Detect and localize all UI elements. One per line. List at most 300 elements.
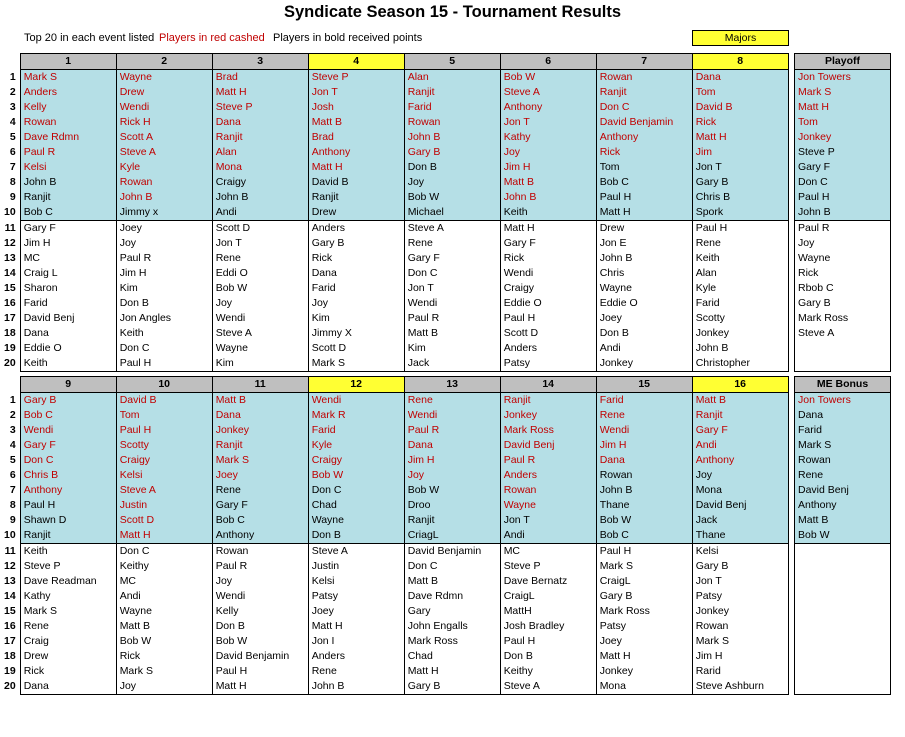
player-cell: Don B [212,619,308,634]
rank-label: 7 [4,483,20,498]
table-row [4,453,788,468]
player-cell: David Benj [692,498,788,513]
event-header: 4 [308,54,404,70]
event-header: 3 [212,54,308,70]
player-cell: Alan [212,145,308,160]
player-cell: Steve A [308,544,404,560]
player-cell: Dana [20,679,116,695]
player-cell: Paul R [404,423,500,438]
table-row [4,85,788,100]
player-cell: Thane [596,498,692,513]
player-cell: Gary [404,604,500,619]
event-header: 12 [308,377,404,393]
table-row [4,544,788,560]
player-cell: Anders [308,221,404,237]
player-cell: Ranjit [404,513,500,528]
player-cell: Scotty [116,438,212,453]
player-cell: Wendi [308,393,404,409]
table-row [795,468,891,483]
rank-label: 1 [4,393,20,409]
player-cell: David Benjamin [404,544,500,560]
table-row [795,190,891,205]
player-cell: Bob W [596,513,692,528]
player-cell: Dave Readman [20,574,116,589]
table-row [4,589,788,604]
player-cell: Drew [596,221,692,237]
player-cell: Kathy [20,589,116,604]
player-cell: John B [308,679,404,695]
player-cell: Jon Towers [795,393,891,409]
player-cell: Chad [308,498,404,513]
player-cell: Ranjit [596,85,692,100]
player-cell: Don C [596,100,692,115]
player-cell: Scott D [500,326,596,341]
table-row [4,408,788,423]
player-cell: Paul R [20,145,116,160]
player-cell: David B [116,393,212,409]
rank-label: 18 [4,649,20,664]
player-cell: Mona [692,483,788,498]
player-cell: Gary F [500,236,596,251]
player-cell: Dana [308,266,404,281]
player-cell: Paul H [500,634,596,649]
player-cell: Joy [500,145,596,160]
table-row [795,528,891,544]
player-cell: Keith [116,326,212,341]
table-row [4,483,788,498]
page-title: Syndicate Season 15 - Tournament Results [283,3,622,21]
player-cell: Christopher [692,356,788,372]
player-cell: Matt H [404,664,500,679]
table-row [4,513,788,528]
player-cell: Paul H [116,423,212,438]
player-cell: MC [20,251,116,266]
player-cell: Steve A [404,221,500,237]
player-cell: Keith [500,205,596,221]
player-cell: Matt B [795,513,891,528]
rank-label: 4 [4,438,20,453]
table-row [795,664,891,679]
player-cell: Matt H [212,679,308,695]
player-cell: Don B [116,296,212,311]
results-table-2 [4,376,789,695]
player-cell: John B [596,483,692,498]
player-cell: Steve A [212,326,308,341]
table-row [795,498,891,513]
player-cell: Dave Bernatz [500,574,596,589]
player-cell: Jon Angles [116,311,212,326]
player-cell: Paul H [212,664,308,679]
rank-label: 6 [4,468,20,483]
player-cell: Gary B [20,393,116,409]
player-cell: Andi [116,589,212,604]
player-cell [795,649,891,664]
player-cell [795,544,891,560]
player-cell: Ranjit [212,130,308,145]
player-cell: Jonkey [596,356,692,372]
table-row [795,634,891,649]
player-cell: Dana [212,115,308,130]
player-cell: Matt B [500,175,596,190]
player-cell: Don B [404,160,500,175]
table-row [4,604,788,619]
table-row [4,160,788,175]
table-row [795,453,891,468]
table-row [795,130,891,145]
rank-label: 5 [4,453,20,468]
player-cell: Joy [795,236,891,251]
player-cell: Joy [692,468,788,483]
table-row [4,311,788,326]
side-header: ME Bonus [795,377,891,393]
table-row [795,85,891,100]
player-cell: Anthony [212,528,308,544]
player-cell: Dana [795,408,891,423]
player-cell: Josh [308,100,404,115]
player-cell: Joy [212,574,308,589]
player-cell: Rick [596,145,692,160]
rank-label: 4 [4,115,20,130]
player-cell: Mona [596,679,692,695]
table-row [4,498,788,513]
player-cell: Drew [116,85,212,100]
player-cell: Keith [20,356,116,372]
rank-label: 2 [4,408,20,423]
player-cell: Matt B [692,393,788,409]
player-cell: Anthony [20,483,116,498]
rank-label: 16 [4,619,20,634]
player-cell: Bob W [404,190,500,205]
player-cell: Matt H [795,100,891,115]
player-cell: Paul R [500,453,596,468]
player-cell: Wayne [795,251,891,266]
player-cell: Wendi [596,423,692,438]
table-row [795,145,891,160]
player-cell: Gary B [692,175,788,190]
player-cell: Farid [308,281,404,296]
player-cell: Rene [308,664,404,679]
event-header: 13 [404,377,500,393]
player-cell: Bob W [212,281,308,296]
player-cell: Keithy [500,664,596,679]
table-row [795,236,891,251]
player-cell: Rowan [116,175,212,190]
player-cell: Tom [795,115,891,130]
table-row [795,205,891,221]
table-row [795,341,891,356]
event-header: 11 [212,377,308,393]
rank-label: 10 [4,528,20,544]
player-cell: Craig [20,634,116,649]
table-row [4,574,788,589]
rank-label: 5 [4,130,20,145]
player-cell: Tom [596,160,692,175]
player-cell: Sharon [20,281,116,296]
rank-label: 15 [4,281,20,296]
player-cell: Mark S [116,664,212,679]
player-cell: Mark Ross [795,311,891,326]
table-row [4,468,788,483]
side-header: Playoff [795,54,891,70]
table-row [4,296,788,311]
player-cell: Kelsi [116,468,212,483]
player-cell: Rowan [20,115,116,130]
rank-label: 19 [4,664,20,679]
player-cell [795,589,891,604]
player-cell [795,559,891,574]
player-cell: Wendi [500,266,596,281]
player-cell: Bob C [20,408,116,423]
player-cell: John B [404,130,500,145]
player-cell: CraigL [500,589,596,604]
player-cell: Rene [404,236,500,251]
table-row [795,70,891,86]
event-header: 9 [20,377,116,393]
player-cell: Paul H [20,498,116,513]
player-cell: Justin [116,498,212,513]
player-cell: Farid [20,296,116,311]
table-row [4,70,788,86]
player-cell: Steve Ashburn [692,679,788,695]
player-cell: Ranjit [308,190,404,205]
player-cell: Rick H [116,115,212,130]
player-cell: Paul H [116,356,212,372]
player-cell: Jim H [116,266,212,281]
player-cell: Rick [500,251,596,266]
player-cell: MC [500,544,596,560]
player-cell: Don C [404,266,500,281]
table-row [795,619,891,634]
player-cell: Michael [404,205,500,221]
player-cell: Kathy [500,130,596,145]
legend-majors: Majors [692,30,789,46]
player-cell: Patsy [308,589,404,604]
rank-label: 13 [4,574,20,589]
player-cell: Kyle [692,281,788,296]
player-cell: Rowan [692,619,788,634]
table-row [4,423,788,438]
player-cell: Jonkey [212,423,308,438]
player-cell: Gary F [20,221,116,237]
player-cell: Kim [116,281,212,296]
rank-label: 20 [4,679,20,695]
player-cell: Wayne [596,281,692,296]
player-cell: Bob W [795,528,891,544]
table-row [795,266,891,281]
player-cell: Ranjit [404,85,500,100]
table-row [795,408,891,423]
player-cell: Farid [692,296,788,311]
side-table-2 [794,376,891,695]
player-cell: Paul R [795,221,891,237]
player-cell: Wayne [116,70,212,86]
player-cell: Justin [308,559,404,574]
player-cell: John B [212,190,308,205]
player-cell: Kyle [116,160,212,175]
player-cell: Paul H [596,190,692,205]
player-cell: Bob C [596,528,692,544]
player-cell: Rick [795,266,891,281]
table-row [4,115,788,130]
event-header: 14 [500,377,596,393]
table-row [795,483,891,498]
player-cell: Kelsi [20,160,116,175]
player-cell: Paul R [116,251,212,266]
player-cell: Jack [404,356,500,372]
player-cell: Kyle [308,438,404,453]
player-cell: Rene [212,251,308,266]
player-cell: Gary B [308,236,404,251]
table-row [795,438,891,453]
player-cell: Matt B [404,326,500,341]
player-cell: Matt H [596,649,692,664]
player-cell: John Engalls [404,619,500,634]
player-cell: Joey [596,634,692,649]
player-cell: John B [500,190,596,205]
table-row [795,589,891,604]
table-row [4,326,788,341]
player-cell: Bob C [20,205,116,221]
player-cell: Don B [500,649,596,664]
player-cell [795,574,891,589]
player-cell: Scott D [212,221,308,237]
player-cell: Farid [795,423,891,438]
player-cell: Jonkey [795,130,891,145]
player-cell: Jonkey [500,408,596,423]
table-row [795,393,891,409]
player-cell [795,679,891,695]
rank-label: 11 [4,221,20,237]
player-cell: Farid [308,423,404,438]
player-cell: Chris B [20,468,116,483]
player-cell: Anders [500,468,596,483]
rank-label: 19 [4,341,20,356]
player-cell: Jonkey [692,604,788,619]
player-cell: Rowan [500,483,596,498]
player-cell: Don C [404,559,500,574]
player-cell: Anthony [692,453,788,468]
player-cell: Rowan [404,115,500,130]
rank-label: 14 [4,589,20,604]
player-cell: John B [692,341,788,356]
player-cell: Andi [596,341,692,356]
player-cell: Matt H [212,85,308,100]
player-cell: Matt B [308,115,404,130]
player-cell: Tom [116,408,212,423]
player-cell: David Benjamin [212,649,308,664]
player-cell: Mark S [212,453,308,468]
player-cell: Dana [20,326,116,341]
player-cell: Chris B [692,190,788,205]
player-cell: Matt H [116,528,212,544]
table-row [795,160,891,175]
player-cell: Matt B [404,574,500,589]
table-row [795,544,891,560]
player-cell: Alan [692,266,788,281]
player-cell: David B [308,175,404,190]
table-row [795,221,891,237]
table-row [4,175,788,190]
player-cell: Bob C [596,175,692,190]
player-cell: Jon E [596,236,692,251]
player-cell: Steve A [500,679,596,695]
table-row [795,574,891,589]
rank-label: 16 [4,296,20,311]
event-header: 5 [404,54,500,70]
rank-label: 3 [4,423,20,438]
player-cell: Don C [116,544,212,560]
player-cell: Rowan [596,70,692,86]
player-cell: Scotty [692,311,788,326]
table-row [795,326,891,341]
player-cell: Joey [212,468,308,483]
rank-label: 9 [4,513,20,528]
rank-label: 8 [4,175,20,190]
player-cell: CriagL [404,528,500,544]
player-cell: Joey [308,604,404,619]
table-row [795,649,891,664]
table-row [4,634,788,649]
player-cell: Rarid [692,664,788,679]
player-cell: Jim H [500,160,596,175]
player-cell: Steve P [212,100,308,115]
player-cell: Keith [692,251,788,266]
table-row [4,559,788,574]
rank-label: 1 [4,70,20,86]
player-cell: Don C [795,175,891,190]
player-cell: Spork [692,205,788,221]
table-row [4,145,788,160]
player-cell: Steve P [500,559,596,574]
player-cell: Andi [212,205,308,221]
table-row [4,438,788,453]
player-cell: Paul H [692,221,788,237]
legend-top20: Top 20 in each event listed [24,32,155,44]
player-cell: Jon T [692,160,788,175]
rank-label: 2 [4,85,20,100]
event-header: 1 [20,54,116,70]
table-row [795,311,891,326]
player-cell: Kim [404,341,500,356]
player-cell: Craigy [308,453,404,468]
table-row [4,251,788,266]
player-cell: Matt H [692,130,788,145]
player-cell: Keith [20,544,116,560]
player-cell: Joy [116,236,212,251]
player-cell: Gary B [596,589,692,604]
player-cell: Dana [404,438,500,453]
table-row [795,356,891,372]
player-cell: Bob W [212,634,308,649]
player-cell: Rick [692,115,788,130]
table-row [4,341,788,356]
rank-label: 13 [4,251,20,266]
player-cell: Don C [308,483,404,498]
player-cell: Mark Ross [404,634,500,649]
player-cell: Gary F [404,251,500,266]
player-cell: Wendi [20,423,116,438]
player-cell: John B [116,190,212,205]
player-cell: Gary B [404,679,500,695]
table-row [4,649,788,664]
player-cell: Steve A [795,326,891,341]
player-cell: Eddie O [596,296,692,311]
player-cell: Jim H [20,236,116,251]
player-cell: Joy [308,296,404,311]
table-row [4,393,788,409]
player-cell: Rowan [795,453,891,468]
player-cell: Gary B [692,559,788,574]
